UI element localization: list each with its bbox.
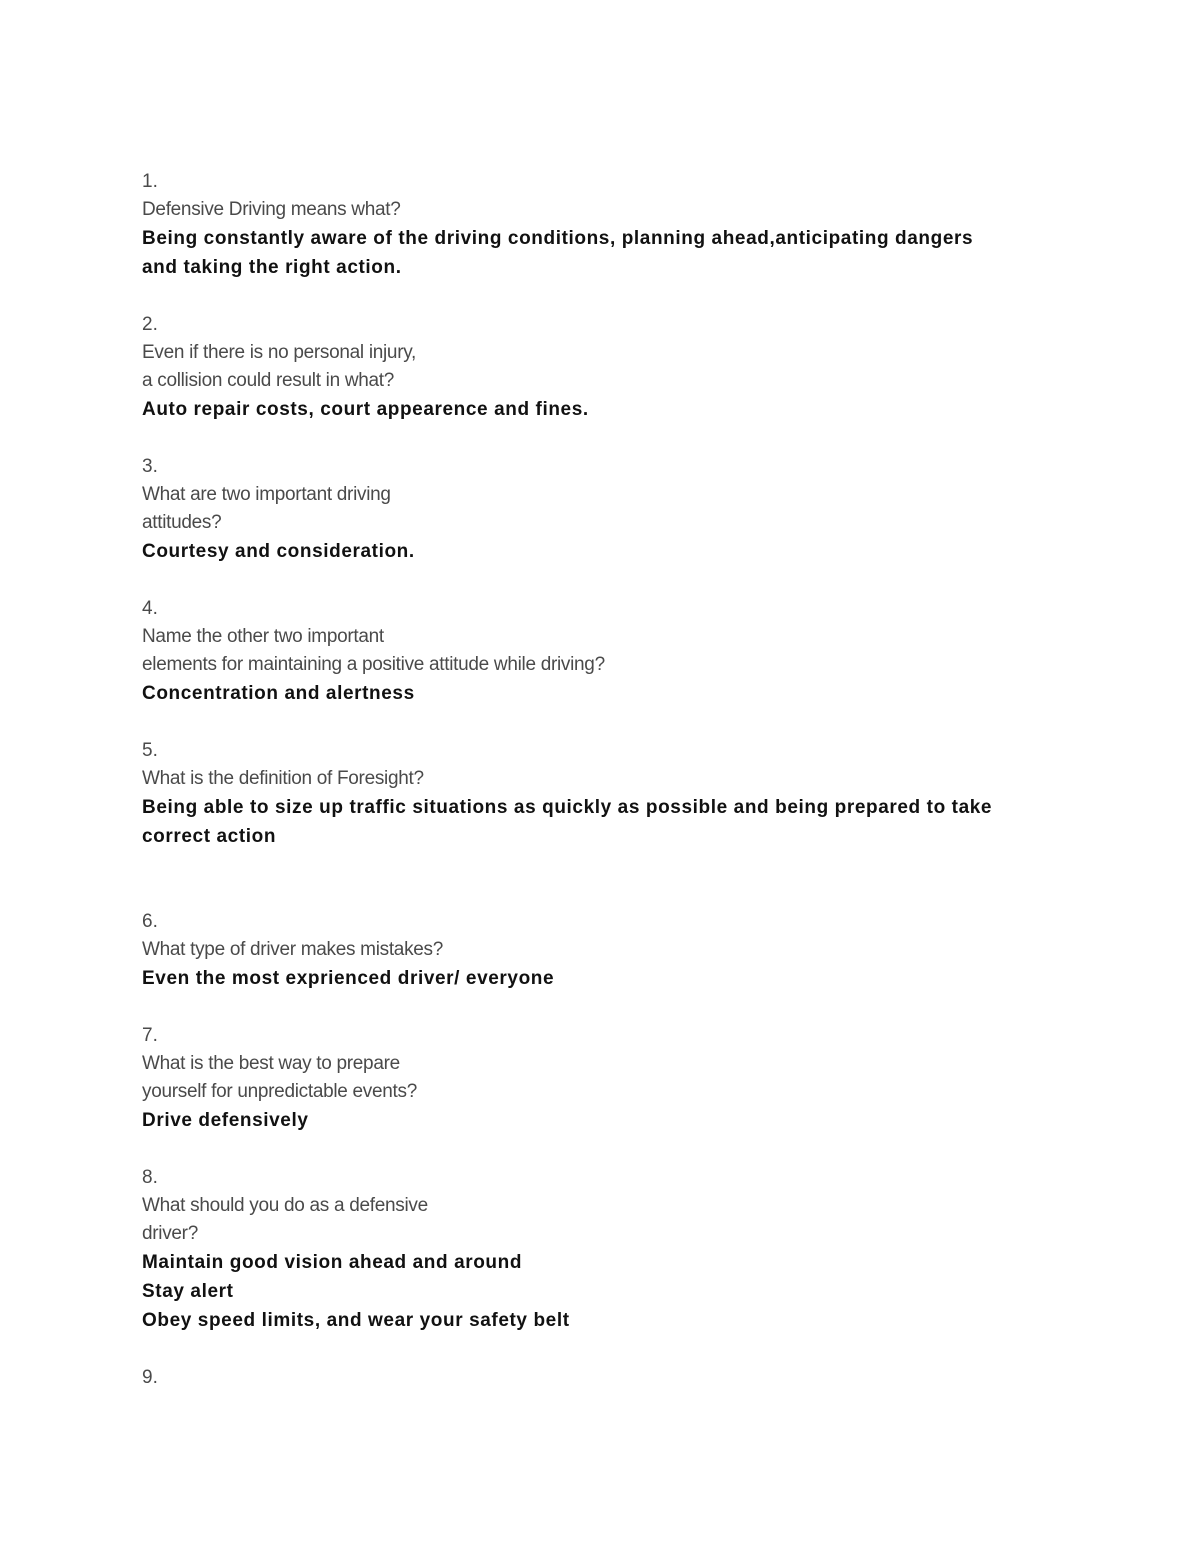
question-number: 8.	[142, 1167, 158, 1188]
question-number: 7.	[142, 1025, 158, 1046]
answer-text	[142, 1106, 1072, 1135]
qa-item-1	[142, 168, 1072, 282]
question-line: driver?	[142, 1223, 198, 1244]
qa-item-8	[142, 1164, 1072, 1335]
question-text	[142, 765, 1072, 793]
question-text	[142, 1050, 1072, 1106]
question-line: What should you do as a defensive	[142, 1195, 428, 1216]
answer-line: Stay alert	[142, 1281, 234, 1302]
question-text	[142, 623, 1072, 679]
answer-line: Concentration and alertness	[142, 683, 415, 704]
question-number: 4.	[142, 598, 158, 619]
answer-line: Courtesy and consideration.	[142, 541, 415, 562]
question-line: What is the best way to prepare	[142, 1053, 400, 1074]
answer-line: Obey speed limits, and wear your safety belt	[142, 1310, 570, 1331]
qa-list	[142, 168, 1072, 1392]
question-text	[142, 339, 1072, 395]
question-line: Name the other two important	[142, 626, 384, 647]
qa-item-7	[142, 1022, 1072, 1135]
question-line: What type of driver makes mistakes?	[142, 939, 443, 960]
answer-text	[142, 1248, 1072, 1335]
question-number: 5.	[142, 740, 158, 761]
qa-item-6	[142, 908, 1072, 993]
question-number: 6.	[142, 911, 158, 932]
answer-text	[142, 964, 1072, 993]
question-text	[142, 196, 1072, 224]
question-line: Defensive Driving means what?	[142, 199, 401, 220]
question-text	[142, 1192, 1072, 1248]
question-text	[142, 481, 1072, 537]
question-line: elements for maintaining a positive attitude while driving?	[142, 654, 605, 675]
qa-item-4	[142, 595, 1072, 708]
question-number: 2.	[142, 314, 158, 335]
question-line: What is the definition of Foresight?	[142, 768, 424, 789]
question-line: yourself for unpredictable events?	[142, 1081, 417, 1102]
question-text	[142, 936, 1072, 964]
answer-text	[142, 537, 1072, 566]
answer-line: and taking the right action.	[142, 257, 402, 278]
question-line: Even if there is no personal injury,	[142, 342, 416, 363]
question-number: 9.	[142, 1367, 158, 1388]
answer-line: Even the most exprienced driver/ everyone	[142, 968, 555, 989]
question-line: a collision could result in what?	[142, 370, 395, 391]
answer-text	[142, 793, 1072, 851]
answer-line: Being constantly aware of the driving conditions, planning ahead,anticipating dangers	[142, 228, 974, 249]
answer-line: Drive defensively	[142, 1110, 309, 1131]
qa-item-3	[142, 453, 1072, 566]
question-number: 1.	[142, 171, 158, 192]
answer-line: Maintain good vision ahead and around	[142, 1252, 523, 1273]
answer-text	[142, 679, 1072, 708]
answer-line: correct action	[142, 826, 277, 847]
qa-item-2	[142, 311, 1072, 424]
answer-line: Auto repair costs, court appearence and fines.	[142, 399, 589, 420]
question-number: 3.	[142, 456, 158, 477]
question-line: attitudes?	[142, 512, 222, 533]
answer-text	[142, 224, 1072, 282]
answer-line: Being able to size up traffic situations as quickly as possible and being prepared to take	[142, 797, 993, 818]
qa-item-9	[142, 1364, 1072, 1392]
question-line: What are two important driving	[142, 484, 391, 505]
answer-text	[142, 395, 1072, 424]
qa-item-5	[142, 737, 1072, 851]
